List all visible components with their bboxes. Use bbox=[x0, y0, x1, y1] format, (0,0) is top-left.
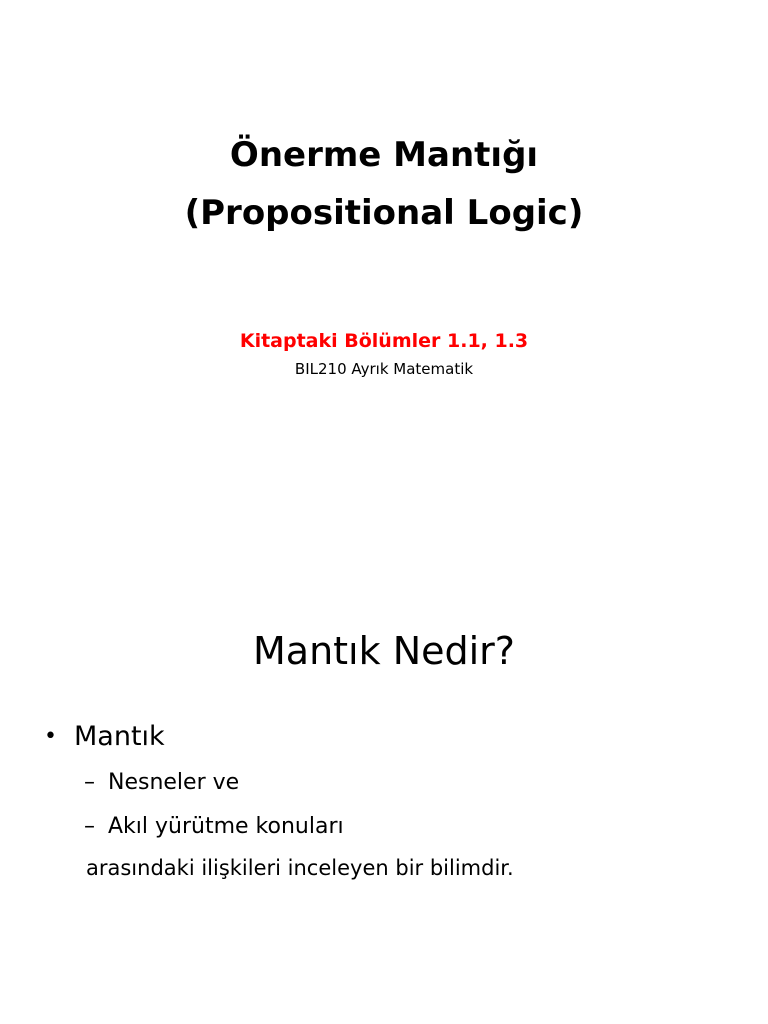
title-line-1: Önerme Mantığı bbox=[229, 135, 539, 175]
slide-what-is-logic bbox=[0, 560, 768, 1024]
sub-bullet-text: Akıl yürütme konuları bbox=[108, 814, 344, 839]
chapters-subtitle: Kitaptaki Bölümler 1.1, 1.3 bbox=[239, 330, 529, 352]
dash-icon: – bbox=[84, 814, 95, 839]
title-line-2: (Propositional Logic) bbox=[184, 193, 584, 233]
bullet-item bbox=[44, 723, 165, 750]
slide2-title: Mantık Nedir? bbox=[253, 629, 515, 673]
dash-icon: – bbox=[84, 770, 95, 795]
continuation-text: arasındaki ilişkileri inceleyen bir bilimdir. bbox=[86, 856, 514, 880]
bullet-text: Mantık bbox=[74, 721, 165, 752]
bullet-icon: • bbox=[44, 724, 57, 749]
sub-bullet-item bbox=[84, 772, 239, 794]
sub-bullet-item bbox=[84, 816, 344, 838]
sub-bullet-text: Nesneler ve bbox=[108, 770, 240, 795]
course-subtitle: BIL210 Ayrık Matematik bbox=[294, 360, 474, 378]
